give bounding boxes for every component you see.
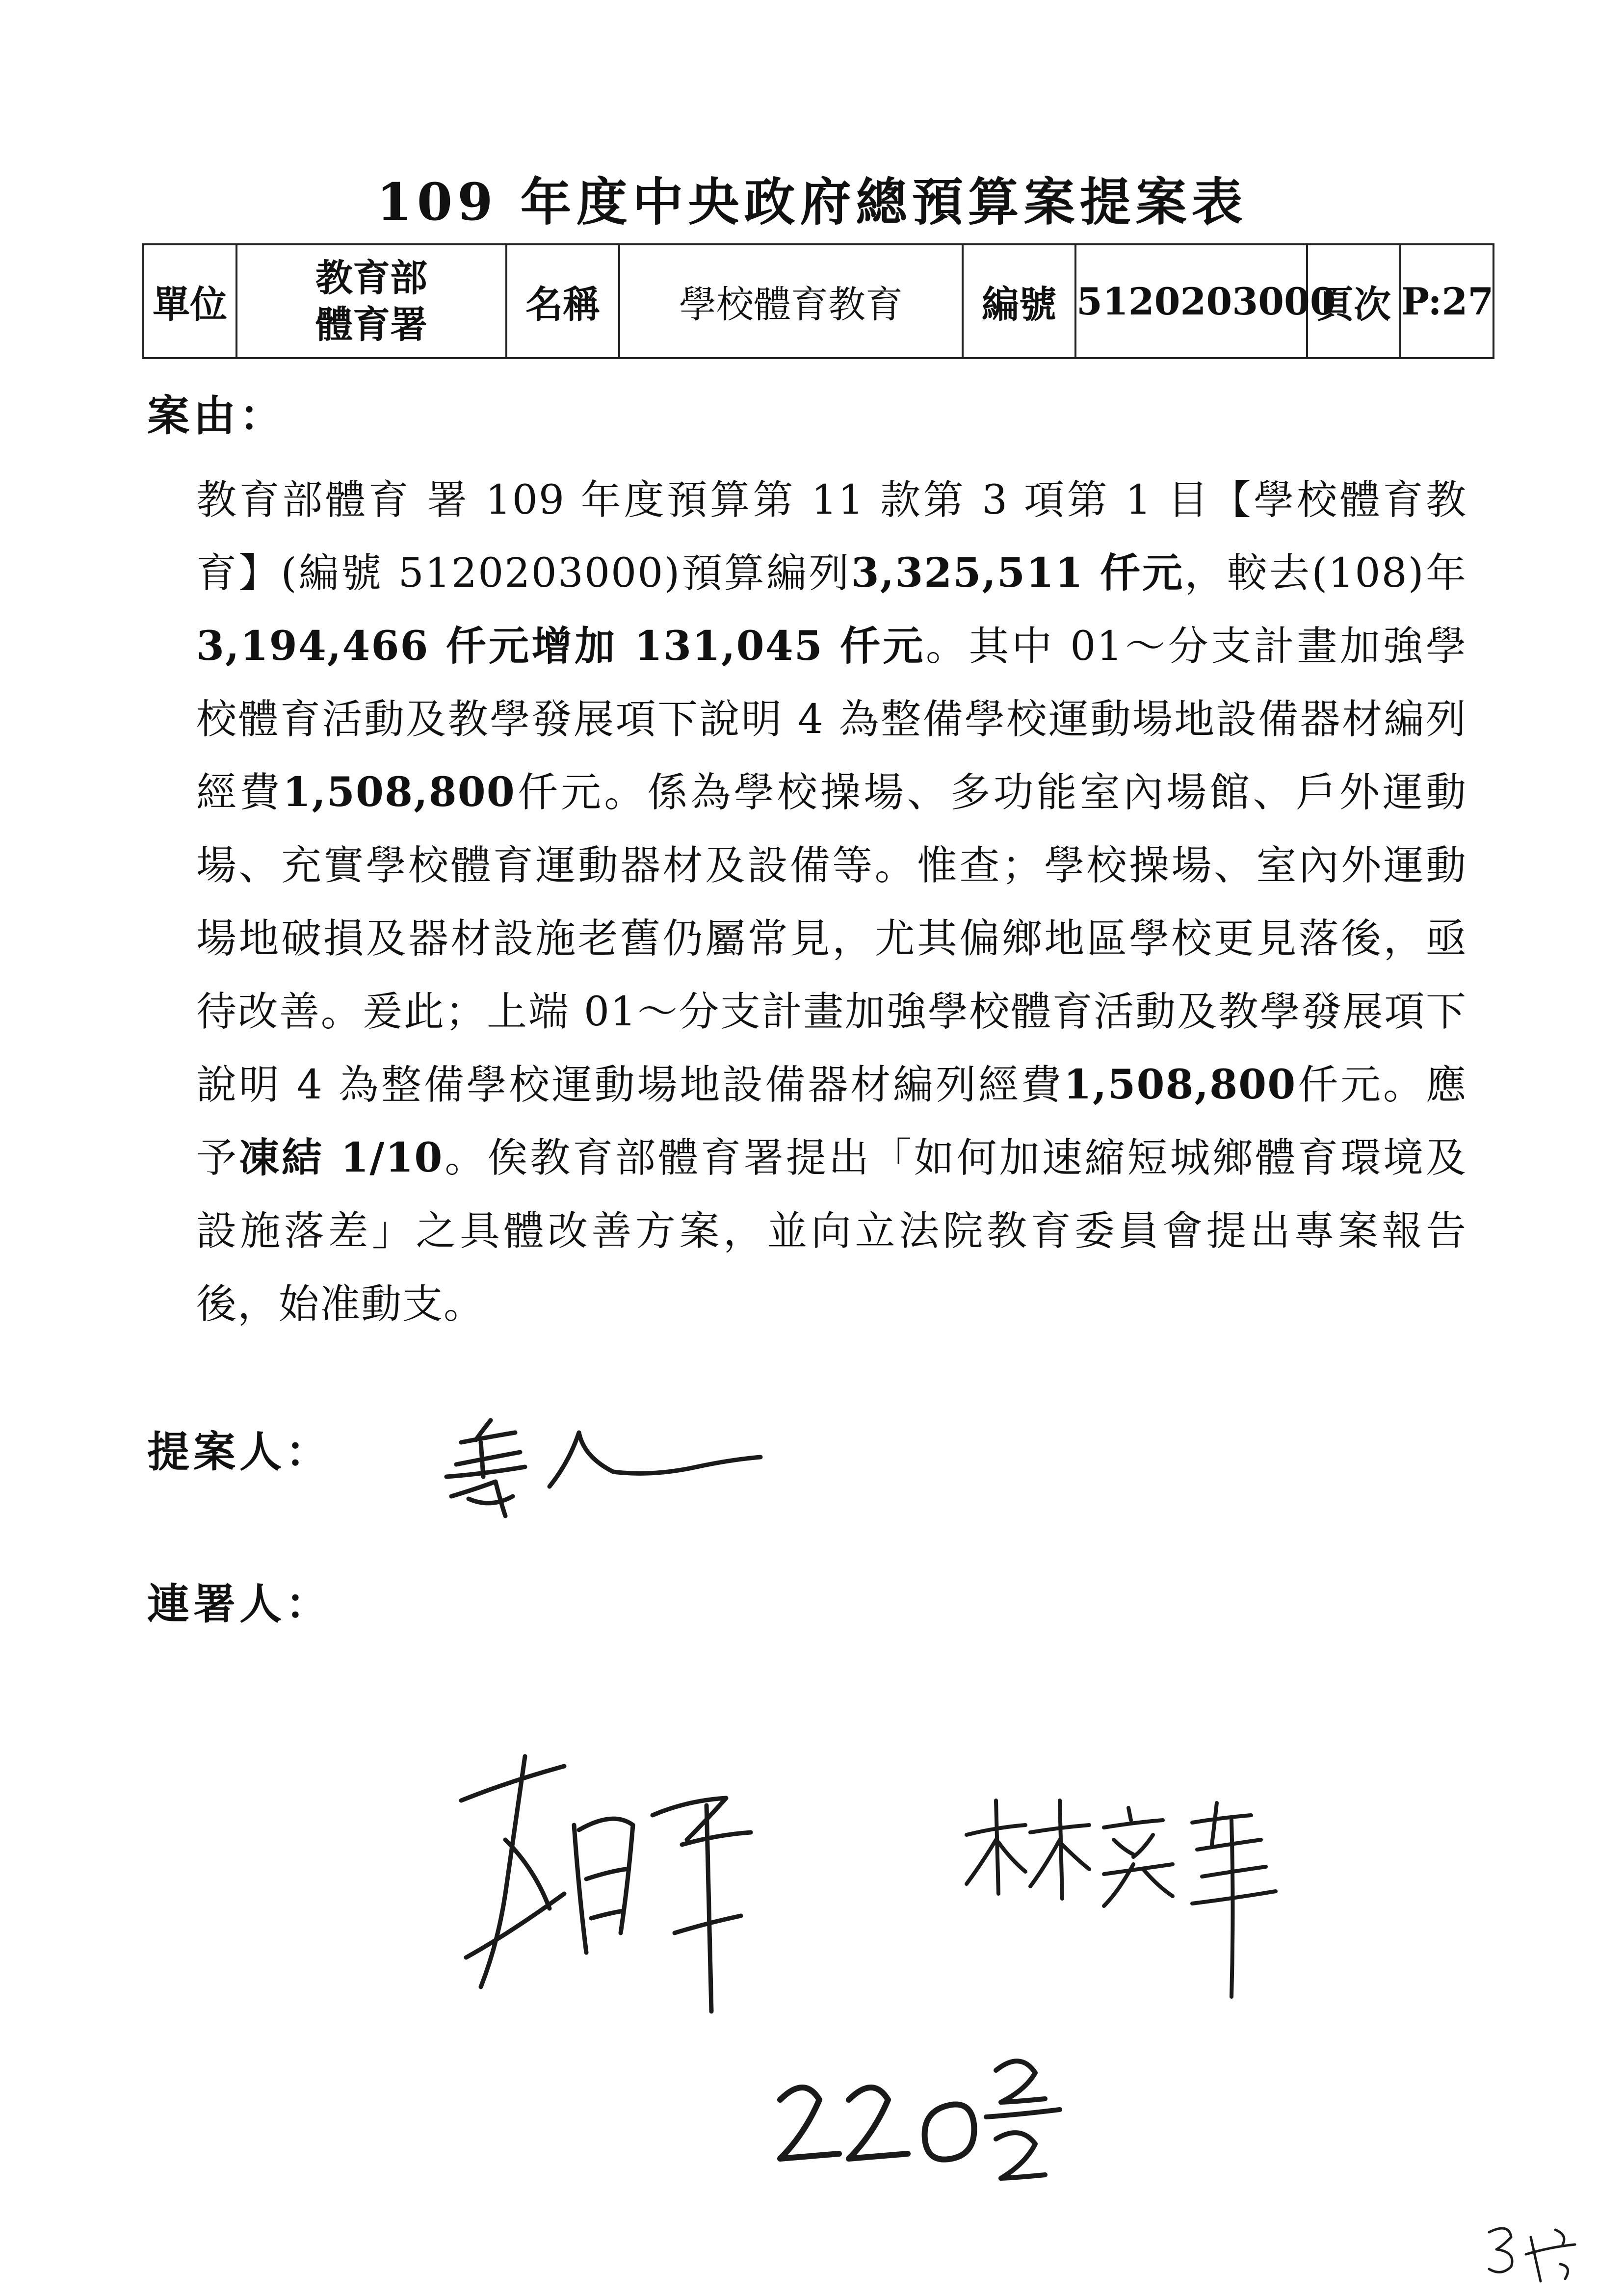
proposer-signature [422, 1403, 775, 1531]
unit-value-line1: 教育部 [315, 256, 427, 300]
page-mark [1482, 2218, 1599, 2286]
body-bold-5: 凍結 1/10 [238, 1134, 444, 1181]
reason-label: 案由： [147, 391, 286, 441]
body-text-6: 。俟教育部體育署提出「如何加速縮短城鄉體育環境及設施落差」之具體改善方案，並向立法院教育委員會提出專案報告後，始准動支。 [196, 1135, 1467, 1328]
cosigner-label: 連署人： [147, 1579, 332, 1629]
name-value: 學校體育教育 [619, 244, 963, 358]
proposer-label: 提案人： [147, 1427, 332, 1477]
body-text-1: 教育部體育 署 109 年度預算第 11 款第 3 項第 1 目【學校體育教育】(編號 5120203000)預算編列 [196, 477, 1467, 597]
reason-body [196, 464, 1467, 1341]
page-label: 頁次 [1307, 244, 1400, 358]
body-bold-2: 3,194,466 仟元增加 131,045 仟元 [196, 623, 926, 670]
number-label: 編號 [963, 244, 1075, 358]
document-title: 109 年度中央政府總預算案提案表 [376, 172, 1248, 232]
cosigner-signature-2 [957, 1786, 1310, 2002]
number-value: 5120203000 [1075, 244, 1307, 358]
handwritten-number [765, 2036, 1089, 2203]
header-table [142, 243, 1494, 359]
unit-label: 單位 [143, 244, 236, 358]
body-bold-4: 1,508,800 [1063, 1061, 1297, 1108]
body-text-2: ，較去(108)年 [1184, 550, 1467, 597]
cosigner-signature-1 [451, 1747, 834, 2021]
body-text-3: 。其中 01～分支計畫加強學校體育活動及教學發展項下說明 4 為整備學校運動場地設備器材編列經費 [196, 623, 1467, 816]
page-value: P:27 [1400, 244, 1493, 358]
name-label: 名稱 [506, 244, 619, 358]
unit-value [236, 244, 506, 358]
unit-value-line2: 體育署 [315, 303, 427, 346]
body-bold-1: 3,325,511 仟元 [851, 549, 1185, 597]
body-text-5: 仟元。應予 [196, 1062, 1467, 1181]
body-bold-3: 1,508,800 [283, 769, 516, 816]
body-text-4: 仟元。係為學校操場、多功能室內場館、戶外運動場、充實學校體育運動器材及設備等。惟查；學校操場、室內外運動場地破損及器材設施老舊仍屬常見，尤其偏鄉地區學校更見落後，亟待改善。爰此；上端 01～分支計畫加強學校體育活動及教學發展項下說明 4 為整備學校運動場地設備器材編列經費 [196, 769, 1467, 1108]
